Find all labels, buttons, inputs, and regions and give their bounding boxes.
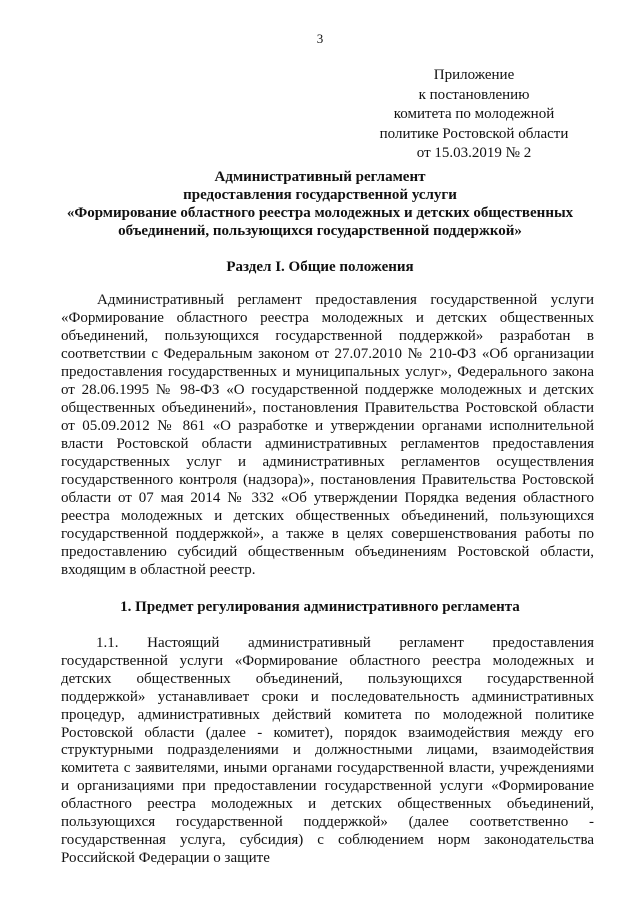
appendix-block [354,66,594,164]
paragraph-intro: Административный регламент предоставления государственной услуги «Формирование областного реестра молодежных и детских общественных объединений, пользующихся государственной поддержкой» разработан в соответствии с Федеральным законом от 27.07.2010 № 210-ФЗ «Об организации предоставления государственных и муниципальных услуг», Федерального закона от 28.06.1995 № 98-ФЗ «О государственной поддержке молодежных и детских общественных объединений», постановления Правительства Ростовской области от 05.09.2012 № 861 «О разработке и утверждении органами исполнительной власти Ростовской области административных регламентов предоставления государственных услуг и административных регламентов осуществления государственного контроля (надзора)», постановления Правительства Ростовской области от 07 мая 2014 № 332 «Об утверждении Порядка ведения областного реестра молодежных и детских общественных объединений, пользующихся государственной поддержкой», а также в целях совершенствования работы по предоставлению субсидий общественным объединениям Ростовской области, входящим в областной реестр. [61,292,594,578]
document-title [40,168,600,240]
appendix-line: политике Ростовской области [379,125,569,142]
section-heading: Раздел I. Общие положения [226,259,414,275]
title-line: Административный регламент [214,169,426,185]
page-number: 3 [316,31,324,46]
appendix-line: комитета по молодежной [393,106,555,122]
title-line: предоставления государственной услуги [183,187,457,203]
title-line: «Формирование областного реестра молодежных и детских общественных [66,205,574,221]
appendix-line: к постановлению [418,86,530,103]
subsection-heading: 1. Предмет регулирования административного регламента [120,599,520,615]
paragraph-1-1: 1.1. Настоящий административный регламент предоставления государственной услуги «Формирование областного реестра молодежных и детских общественных объединений, пользующихся государственной поддержкой» устанавливает сроки и последовательность административных процедур, административных действий комитета по молодежной политике Ростовской области (далее - комитет), порядок взаимодействия между его структурными подразделениями и должностными лицами, взаимодействия комитета с заявителями, иными органами государственной власти, учреждениями и организациями при предоставлении государственной услуги «Формирование областного реестра молодежных и детских общественных объединений, пользующихся государственной поддержкой» (далее соответственно - государственная услуга, субсидия) с соблюдением норм законодательства Российской Федерации о защите [61,635,594,866]
title-line: объединений, пользующихся государственной поддержкой» [118,223,522,239]
appendix-line: от 15.03.2019 № 2 [416,145,532,161]
appendix-line: Приложение [433,67,515,83]
